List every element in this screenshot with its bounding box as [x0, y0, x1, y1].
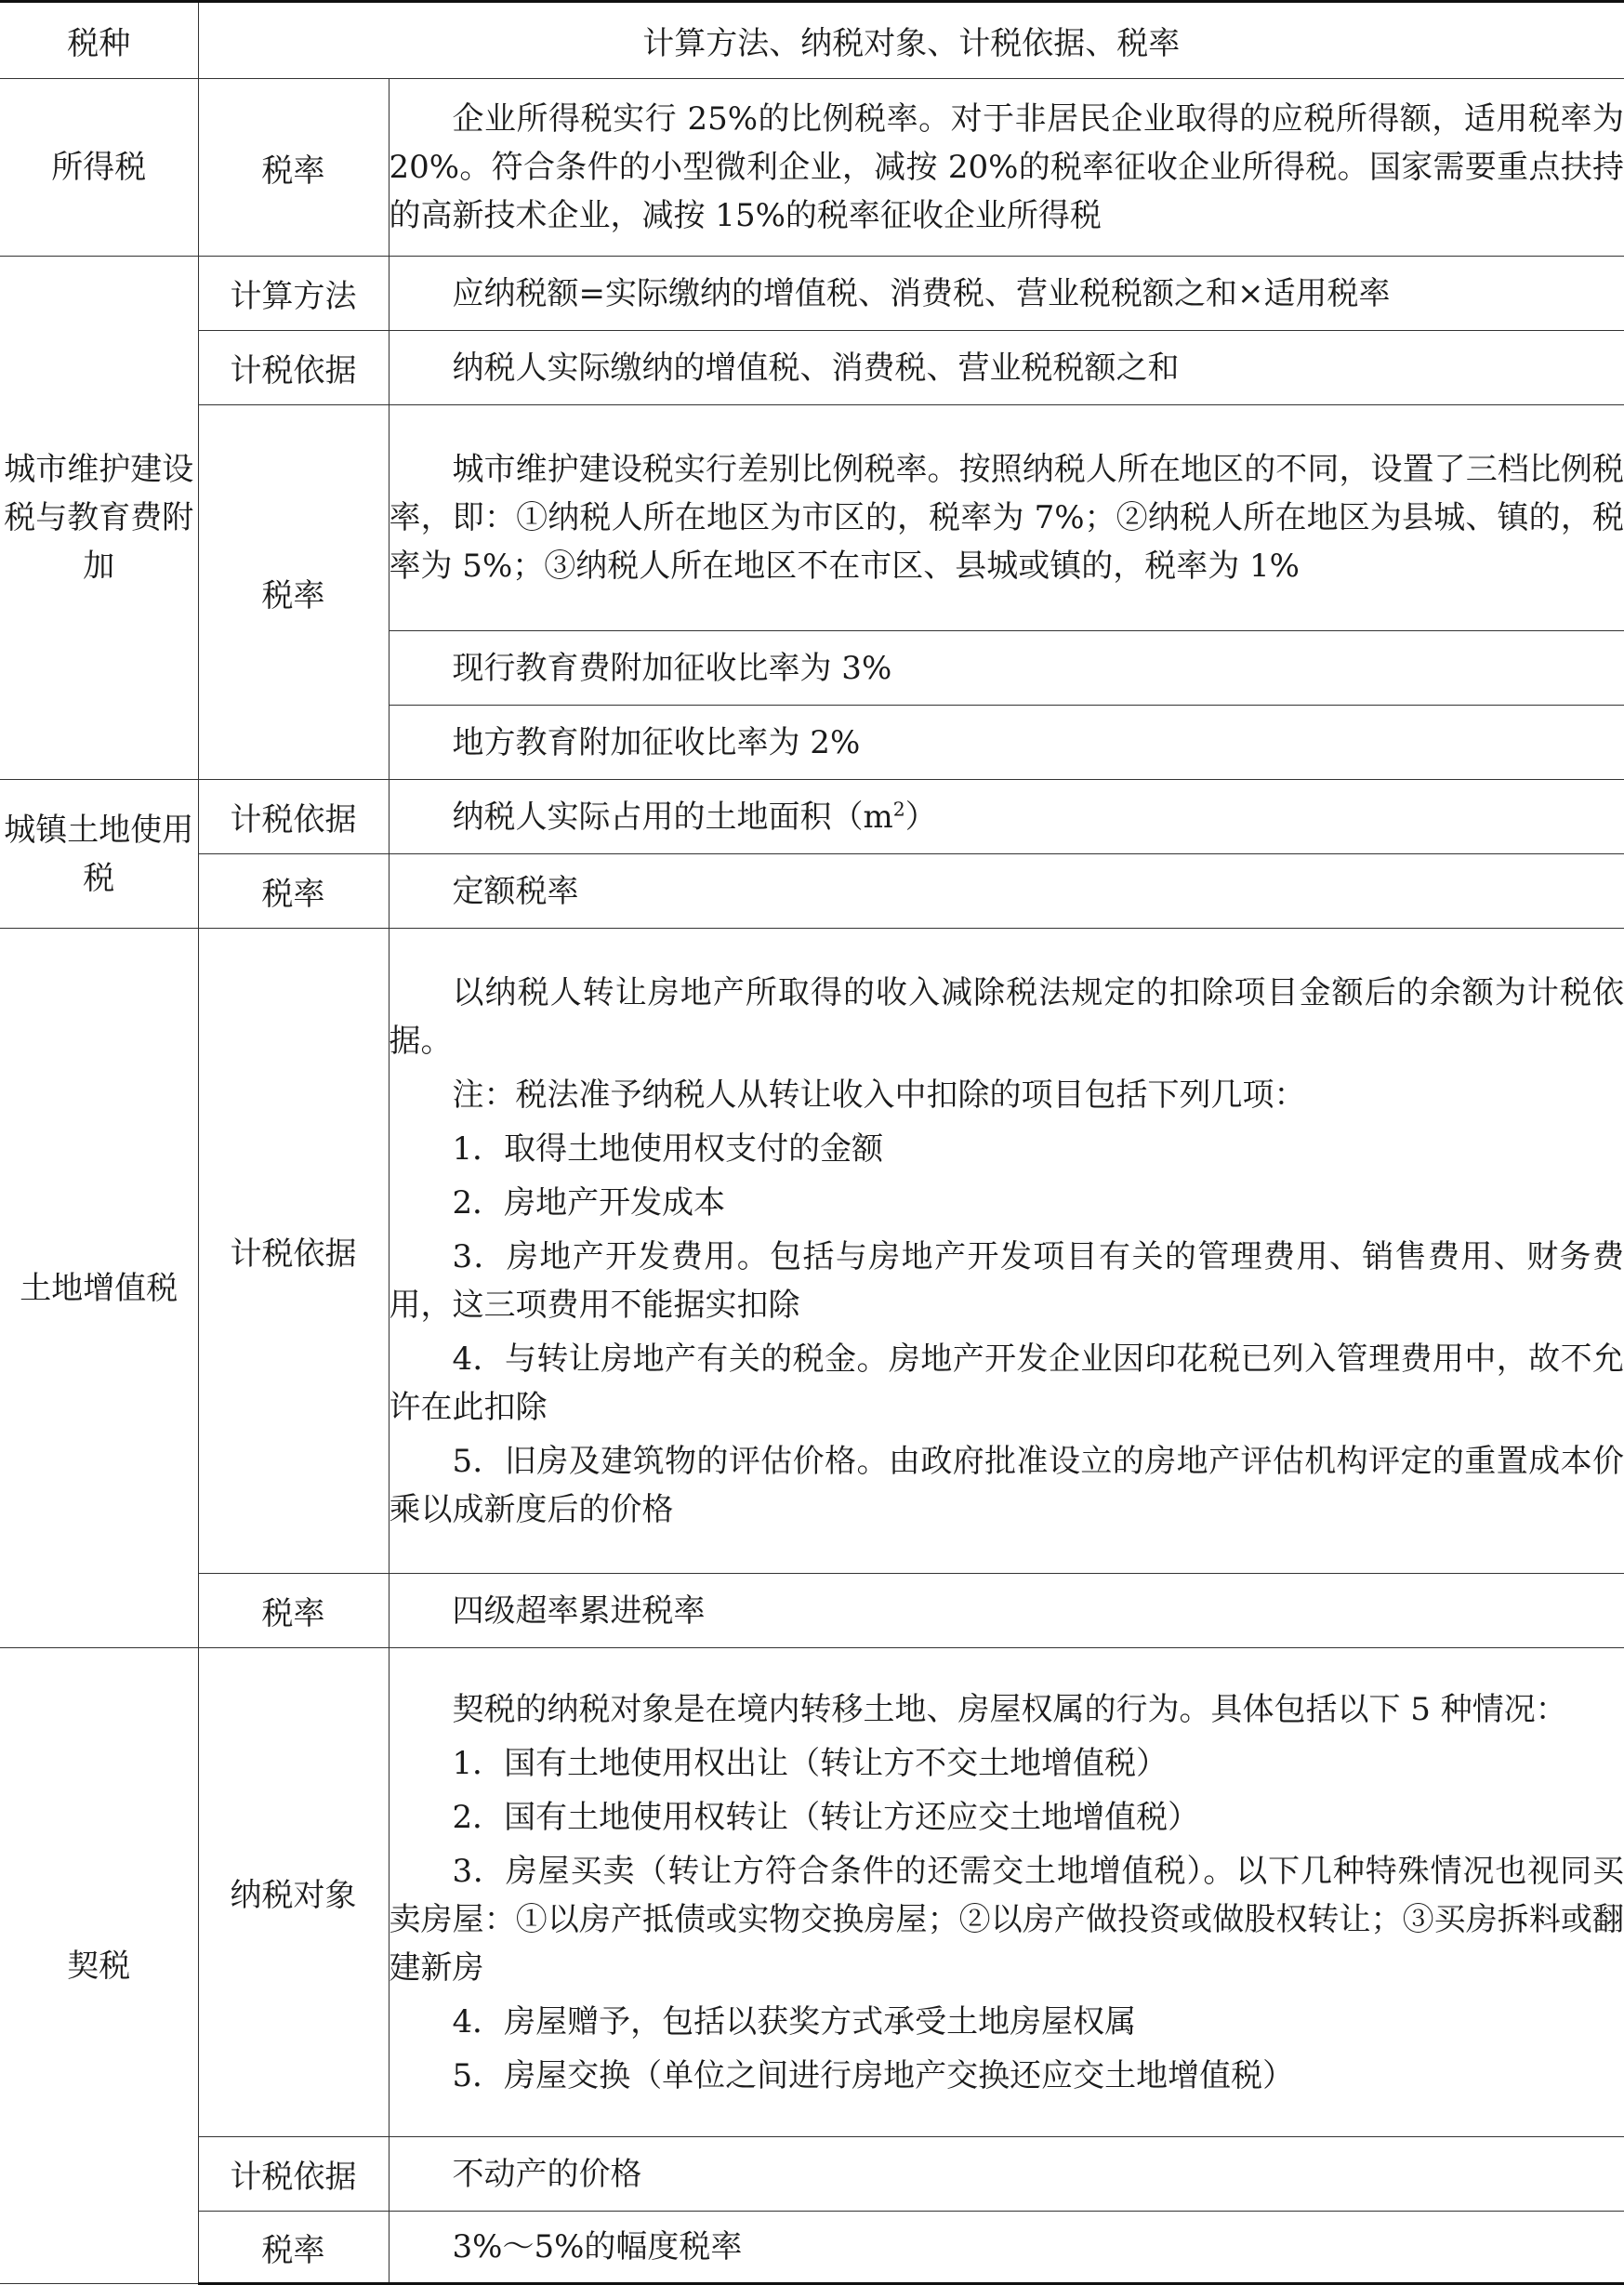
list-item: 契税的纳税对象是在境内转移土地、房屋权属的行为。具体包括以下 5 种情况：	[452, 1690, 1567, 1728]
urban-rate-text	[389, 405, 1624, 631]
income-tax-rate-label: 税率	[198, 79, 389, 257]
deed-rate-row	[0, 2212, 1624, 2284]
list-item: 5．房屋交换（单位之间进行房地产交换还应交土地增值税）	[452, 2056, 1295, 2094]
header-details: 计算方法、纳税对象、计税依据、税率	[198, 2, 1624, 79]
income-tax-rate-para: 企业所得税实行 25%的比例税率。对于非居民企业取得的应税所得额，适用税率为 20%。符合条件的小型微利企业，减按 20%的税率征收企业所得税。国家需要重点扶持的高新技术企业，减按 15%的税率征收企业所得税	[389, 100, 1624, 234]
land-use-tax-name: 城镇土地使用税	[0, 780, 198, 929]
land-use-basis-main: 纳税人实际占用的土地面积（m	[452, 798, 893, 836]
deed-basis-row	[0, 2137, 1624, 2212]
urban-rate-label: 税率	[198, 405, 389, 780]
deed-object-row	[0, 1648, 1624, 2137]
urban-calc-para: 应纳税额=实际缴纳的增值税、消费税、营业税税额之和×适用税率	[452, 274, 1391, 312]
header-row	[0, 2, 1624, 79]
land-use-basis-close: ）	[904, 798, 937, 836]
list-item: 2．国有土地使用权转让（转让方还应交土地增值税）	[452, 1798, 1200, 1836]
urban-local-edu-para: 地方教育附加征收比率为 2%	[452, 723, 861, 761]
urban-tax-name: 城市维护建设税与教育费附加	[0, 257, 198, 780]
list-item: 2．房地产开发成本	[452, 1183, 726, 1222]
deed-basis-para: 不动产的价格	[452, 2155, 642, 2193]
urban-calc-text	[389, 257, 1624, 331]
urban-rate-para: 城市维护建设税实行差别比例税率。按照纳税人所在地区的不同，设置了三档比例税率，即：①纳税人所在地区为市区的，税率为 7%；②纳税人所在地区为县城、镇的，税率为 5%；③纳税人所在地区不在市区、县城或镇的，税率为 1%	[389, 451, 1624, 585]
urban-basis-row	[0, 331, 1624, 405]
deed-basis-label: 计税依据	[198, 2137, 389, 2212]
list-item: 3．房地产开发费用。包括与房地产开发项目有关的管理费用、销售费用、财务费用，这三项费用不能据实扣除	[389, 1237, 1624, 1324]
deed-basis-text	[389, 2137, 1624, 2212]
list-item: 1．国有土地使用权出让（转让方不交土地增值税）	[452, 1744, 1168, 1782]
land-use-rate-para: 定额税率	[452, 872, 579, 910]
income-tax-row	[0, 79, 1624, 257]
urban-basis-label: 计税依据	[198, 331, 389, 405]
list-item: 以纳税人转让房地产所取得的收入减除税法规定的扣除项目金额后的余额为计税依据。	[389, 973, 1624, 1060]
list-item: 4．与转让房地产有关的税金。房地产开发企业因印花税已列入管理费用中，故不允许在此扣除	[389, 1340, 1624, 1426]
deed-rate-label: 税率	[198, 2212, 389, 2284]
lvt-basis-row	[0, 929, 1624, 1574]
urban-calc-label: 计算方法	[198, 257, 389, 331]
deed-tax-name: 契税	[0, 1648, 198, 2284]
list-item: 1．取得土地使用权支付的金额	[452, 1129, 884, 1168]
list-item: 3．房屋买卖（转让方符合条件的还需交土地增值税）。以下几种特殊情况也视同买卖房屋：①以房产抵债或实物交换房屋；②以房产做投资或做股权转让；③买房拆料或翻建新房	[389, 1852, 1624, 1987]
lvt-rate-para: 四级超率累进税率	[452, 1592, 706, 1630]
income-tax-name: 所得税	[0, 79, 198, 257]
urban-edu-text	[389, 631, 1624, 706]
urban-calc-row	[0, 257, 1624, 331]
list-item: 注：税法准予纳税人从转让收入中扣除的项目包括下列几项：	[452, 1076, 1306, 1114]
urban-local-edu-text	[389, 706, 1624, 780]
lvt-rate-row	[0, 1574, 1624, 1648]
lvt-basis-label: 计税依据	[198, 929, 389, 1574]
urban-basis-text	[389, 331, 1624, 405]
lvt-rate-text	[389, 1574, 1624, 1648]
income-tax-rate-text	[389, 79, 1624, 257]
land-use-basis-text	[389, 780, 1624, 854]
deed-object-label: 纳税对象	[198, 1648, 389, 2137]
urban-edu-para: 现行教育费附加征收比率为 3%	[452, 649, 892, 687]
lvt-basis-text	[389, 929, 1624, 1574]
header-tax-type: 税种	[0, 2, 198, 79]
list-item: 5．旧房及建筑物的评估价格。由政府批准设立的房地产评估机构评定的重置成本价乘以成新度后的价格	[389, 1442, 1624, 1528]
list-item: 4．房屋赠予，包括以获奖方式承受土地房屋权属	[452, 2002, 1137, 2041]
land-use-rate-label: 税率	[198, 854, 389, 929]
land-use-basis-para	[389, 793, 1624, 841]
land-use-rate-text	[389, 854, 1624, 929]
deed-object-text	[389, 1648, 1624, 2137]
land-use-basis-sup: 2	[892, 798, 905, 821]
deed-rate-para: 3%～5%的幅度税率	[452, 2228, 743, 2265]
urban-basis-para: 纳税人实际缴纳的增值税、消费税、营业税税额之和	[452, 349, 1180, 387]
urban-rate-row	[0, 405, 1624, 631]
land-use-basis-label: 计税依据	[198, 780, 389, 854]
land-use-basis-row	[0, 780, 1624, 854]
lvt-tax-name: 土地增值税	[0, 929, 198, 1648]
lvt-rate-label: 税率	[198, 1574, 389, 1648]
deed-rate-text	[389, 2212, 1624, 2284]
land-use-rate-row	[0, 854, 1624, 929]
